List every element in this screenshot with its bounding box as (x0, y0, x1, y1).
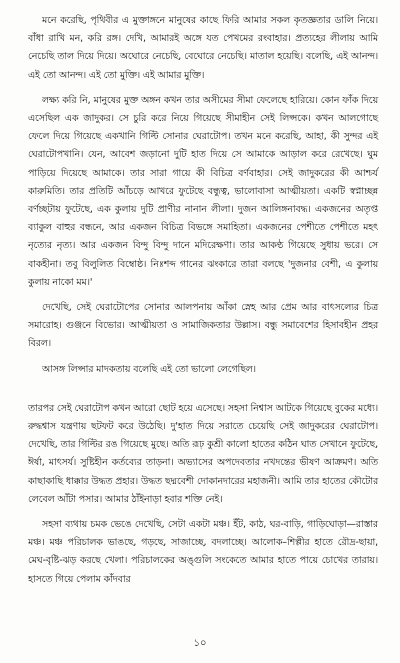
paragraph: সহসা ব্যথায় চমক ভেঙে দেখেছি, সেটা একটা মঞ্চ। ইঁট, কাঠ, ঘর-বাড়ি, গাড়িঘোড়া—রাস্তার মঞ্চ। মঞ্চ পরিচালক ভাঙছে, গড়ছে, সাজাচ্ছে, বদলাচ্ছে। আলোক–শিল্পীর হাতে রৌদ্র-ছায়া, মেঘ-বৃষ্টি-ঝড় করছে খেলা। পরিচালকের অঙ্গুলি সংকেতে আমার হাতে পায়ে চোখের তারায়। হাসতে গিয়ে পেলাম কাঁদবার (28, 519, 378, 585)
paragraph: আসঙ্গ লিপ্সার মাদকতায় বলেছি এই তো ভালো লেগেছিল। (42, 363, 256, 375)
paragraph: দেখেছি, সেই ঘেরাটোপের সোনার আলপনায় আঁকা স্নেহ আর প্রেম আর বাৎসল্যের চিত্র সমারোহ। গুঞ্জনে বিভোর। আত্মীয়তা ও সামাজিকতার উল্লাস। বন্ধু সমাবেশের হিসাবহীন প্রহর বিরল। (28, 302, 378, 350)
paragraph: তারপর সেই ঘেরাটোপ কখন আরো ছোট হয়ে এসেছে। সহসা নিশ্বাস আটকে গিয়েছে বুকের মধ্যে। রুদ্ধশ্বাস যন্ত্রণায় ছটফট করে উঠেছি। দু'হাত দিয়ে সরাতে চেয়েছি সেই জাদুকরের ঘেরাটোপ। দেখেছি, তার গিল্টির রঙ গিয়েছে মুছে। অতি রূঢ় কুশ্রী কালো হাতের কঠিন ঘাত সেখানে ফুটেছে, ঈর্ষা, মাৎসর্য। সুষ্টিহীন কর্তব্যের তাড়না। অভ্যাসের অপদেবতার নখদন্তের ভীষণ আক্রমণ। অতি কাছাকাছি ধাক্কার উদ্ধত প্রহার। উদ্ধত ছদ্মবেশী দোকানদারের মহাজনী। আমি তার হাতের কৌটোর লেবেল আঁটা পসার। আমার ঠাঁইনাড়া হবার শক্তি নেই। (28, 402, 378, 505)
paragraph: মনে করেছি, পৃথিবীর এ মুক্তাঙ্গনে মানুষের কাছে ফিরি আমার সকল কৃতজ্ঞতার ডালি নিয়ে। বাঁধা রাখি মন, করি রঙ্গ। দেখি, আমারই অঙ্গে যত পেখমের রংবাহার। প্রত্যহের লীলায় আমি নেচেছি তাল দিয়ে দিয়ে। অঘোরে নেচেছি, বেঘোরে নেচেছি। মাতাল হয়েছি। বলেছি, এই আনন্দ। এই তো আনন্দ। এই তো মুক্তি। এই আমার মুক্তি। (28, 15, 378, 81)
paragraph: লক্ষ্য করি নি, মানুষের মুক্ত অঙ্গন কখন তার অসীমের সীমা ফেলেছে হারিয়ে। কোন ফাঁক দিয়ে এসেছিল এক জাদুকর। সে চুরি করে নিয়ে গিয়েছে সীমাহীন সেই লিপ্সকে। কখন আলগোছে ফেলে দিয়ে গিয়েছে একখানি গিল্টি সোনার ঘেরাটোপ। তখন মনে করেছি, আহা, কী সুন্দর এই ঘেরাটোপখানি। যেন, আবেশ জড়ানো দুটি হাত দিয়ে সে আমাকে আড়াল করে রেখেছে। ঘুম পাড়িয়ে দিয়েছে আমাকে। তার সারা গায়ে কী বিচিত্র বর্ণবাহার। সেই জাদুকরের কী আশ্চর্য কারুমিতি। তার প্রতিটি আঁচড়ে আখরে ফুটেছে বন্ধুত্ব, ভালোবাসা আত্মীয়তা। একটি স্বপ্নাচ্ছন্ন বর্ণচ্ছটায় ফুটেছে, এক কুলায় দুটি প্রাণীর নানান লীলা। দুজন আলিঙ্গনাবদ্ধ। একজনের অতৃপ্ত ব্যাকুল বাহুর বন্ধনে, আর একজন বিচিত্র বিভঙ্গে সমাহিতা। একজনের পেশীতে পেশীতে মহৎ নৃত্যের নৃত্য। আর একজন বিন্দু বিন্দু দানে মদিরেক্ষণা। তার আকণ্ঠ গিয়েছে সুধায় ভরে। সে বাকহীনা। তবু বিলুলিত বিম্বোষ্ঠ। নিঃশব্দ গানের ঝংকারে তারা বলছে 'দুজনার বেশী, এ কুলায় কুলায় নাকো মম।' (28, 94, 378, 288)
page-number: ১০ (193, 638, 207, 649)
section-gap (28, 386, 378, 400)
